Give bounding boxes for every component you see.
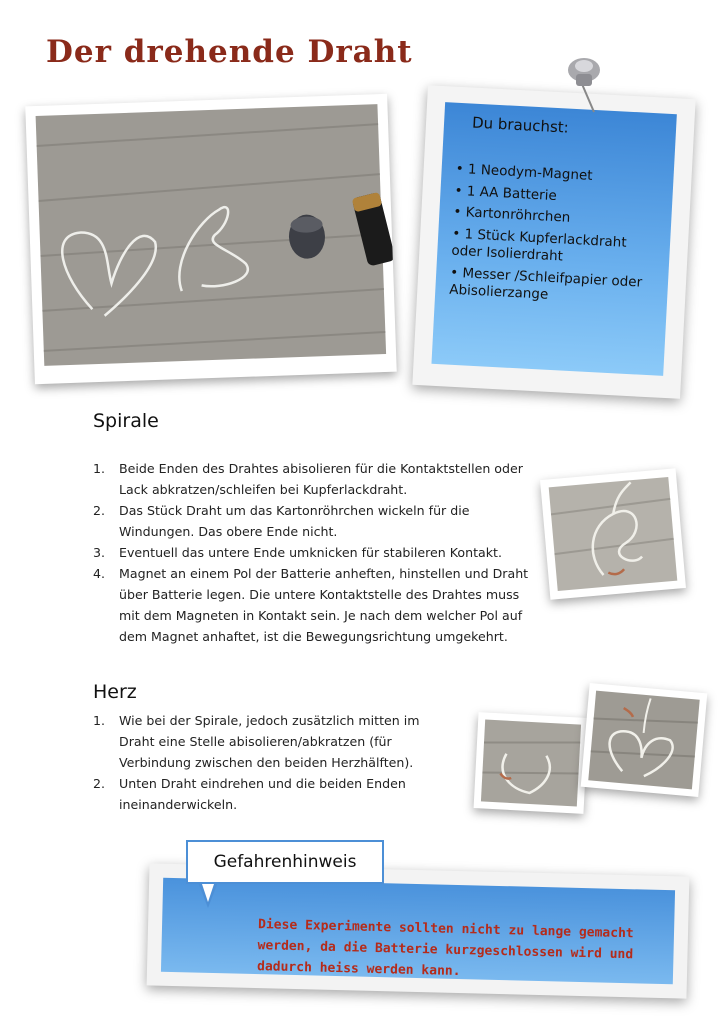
step-number: 4. (93, 566, 106, 581)
materials-photo (25, 94, 396, 384)
step-text: Wie bei der Spirale, jedoch zusätzlich mitten im Draht eine Stelle abisolieren/abkratzen (für Verbindung zwischen den beiden Herzhälften). (119, 713, 420, 770)
material-item: • Messer /Schleifpapier oder Abisolierzange (449, 264, 659, 310)
step-text: Unten Draht eindrehen und die beiden Enden ineinanderwickeln. (119, 776, 406, 812)
herz-heading: Herz (93, 681, 137, 703)
page-title: Der drehende Draht (46, 34, 413, 70)
materials-note (412, 85, 695, 399)
spiral-photo (540, 468, 686, 599)
spirale-steps (93, 458, 533, 647)
material-item: • 1 Neodym-Magnet (455, 161, 664, 189)
heart-photo-large (581, 683, 708, 797)
list-item (93, 500, 533, 542)
step-number: 3. (93, 545, 106, 560)
push-pin-icon (562, 54, 612, 114)
heart-photo-small (474, 712, 589, 814)
list-item (93, 458, 533, 500)
step-text: Beide Enden des Drahtes abisolieren für die Kontaktstellen oder Lack abkratzen/schleifen bei Kupferlackdraht. (119, 461, 523, 497)
materials-heading: Du brauchst: (471, 113, 570, 137)
material-item: • Kartonröhrchen (453, 204, 662, 232)
spirale-heading: Spirale (93, 410, 159, 432)
list-item (93, 773, 423, 815)
materials-list (449, 161, 664, 311)
list-item (93, 542, 533, 563)
step-number: 1. (93, 461, 106, 476)
step-number: 2. (93, 503, 106, 518)
danger-text: Diese Experimente sollten nicht zu lange gemacht werden, da die Batterie kurzgeschlossen wird und dadurch heiss werden kann. (256, 917, 634, 980)
material-item: • 1 AA Batterie (454, 182, 663, 210)
step-text: Magnet an einem Pol der Batterie anheften, hinstellen und Draht über Batterie legen. Die untere Kontaktstelle des Drahtes muss mit dem Magneten in Kontakt sein. Je nach dem welcher Pol auf dem Magnet anhaftet, ist die Bewegungsrichtung umgekehrt. (119, 566, 529, 644)
list-item (93, 710, 423, 773)
material-item: • 1 Stück Kupferlackdraht oder Isolierdraht (451, 225, 661, 271)
herz-steps (93, 710, 423, 815)
danger-label: Gefahrenhinweis (186, 840, 384, 884)
list-item (93, 563, 533, 647)
step-number: 1. (93, 713, 106, 728)
step-text: Eventuell das untere Ende umknicken für stabileren Kontakt. (119, 545, 502, 560)
step-text: Das Stück Draht um das Kartonröhrchen wickeln für die Windungen. Das obere Ende nicht. (119, 503, 470, 539)
step-number: 2. (93, 776, 106, 791)
callout-tail-inner (201, 881, 215, 902)
